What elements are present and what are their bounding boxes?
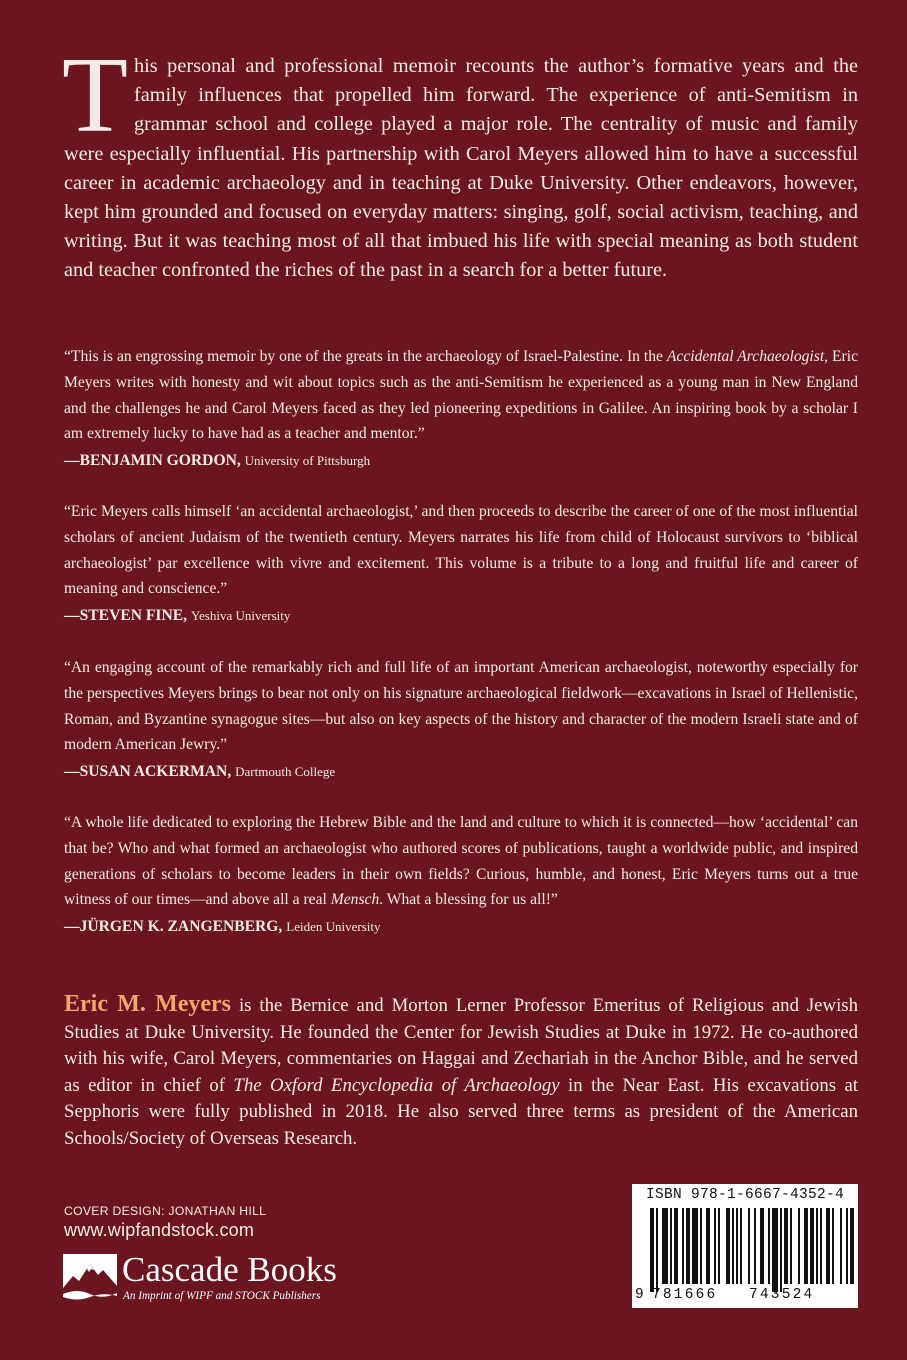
barcode-bar [740,1208,742,1284]
barcode-first-digit: 9 [635,1287,644,1303]
endorser-name: —JÜRGEN K. ZANGENBERG, [64,918,283,936]
barcode-bar [748,1208,750,1284]
endorsement-4 [64,810,858,940]
barcode-bar [780,1208,782,1292]
endorsement-3 [64,655,858,785]
publisher-website[interactable]: www.wipfandstock.com [64,1220,255,1240]
author-name: Eric M. Meyers [64,991,232,1017]
endorsement-attribution [64,759,858,785]
endorsement-2 [64,499,858,629]
endorsement-text-part: , Eric Meyers writes with honesty and wit about topics such as the anti-Semitism he experienced as a young man in New England and the challenges he and Carol Meyers faced as they led pioneering expeditions in Galilee. An inspiring book by a scholar I am extremely lucky to have had as a teacher and mentor.” [64,348,858,443]
barcode-bar [682,1208,684,1284]
endorsement-text: “Eric Meyers calls himself ‘an accidental archaeologist,’ and then proceeds to describe the career of one of the most influential scholars of ancient Judaism of the twentieth century. Meyers narrates his life from child of Holocaust survivors to ‘biblical archaeologist’ par excellence with vivre and excitement. This volume is a tribute to a long and fruitful life and career of meaning and conscience.” [64,503,858,598]
endorsement-attribution [64,448,858,474]
barcode-bar [700,1208,702,1284]
barcode-bar [820,1208,822,1284]
author-bio [64,991,858,1153]
endorsement-italic: Mensch [330,891,380,909]
barcode-bar [784,1208,788,1284]
barcode-bar [674,1208,678,1284]
cover-design-credit: COVER DESIGN: JONATHAN HILL [64,1204,267,1218]
drop-cap: T [62,36,128,155]
publisher-logo [63,1250,393,1310]
barcode-bar [810,1208,814,1284]
description-text: his personal and professional memoir recounts the author’s formative years and the family influences that propelled him forward. The experience of anti-Semitism in grammar school and college played a major role. The centrality of music and family were especially influential. His partnership with Carol Meyers allowed him to have a successful career in academic archaeology and in teaching at Duke University. Other endeavors, however, kept him grounded and focused on everyday matters: singing, golf, social activism, teaching, and writing. But it was teaching most of all that imbued his life with special meaning as both student and teacher confronted the riches of the past in a search for a better future. [64,55,858,282]
endorser-affiliation: University of Pittsburgh [244,453,371,469]
endorsement-italic: Accidental Archaeologist [666,348,825,365]
barcode-bar [736,1208,738,1284]
endorsement-text-part: “This is an engrossing memoir by one of the greats in the archaeology of Israel-Palestine. In the [64,348,667,365]
book-description [62,36,858,286]
endorser-name: —BENJAMIN GORDON, [64,452,241,470]
endorser-affiliation: Dartmouth College [235,764,336,780]
barcode-digit-group: 781666 [652,1287,718,1303]
barcode-bar [840,1208,842,1284]
barcode-bar [850,1208,854,1284]
endorsement-text [64,344,858,447]
isbn-barcode [632,1184,858,1308]
barcode-bar [714,1208,716,1284]
endorsement-text: “An engaging account of the remarkably rich and full life of an important American archaeologist, noteworthy especially for the perspectives Meyers brings to bear not only on his signature archaeological fieldwork—excavations in Israel of Hellenistic, Roman, and Byzantine synagogue sites—but also on key aspects of the history and character of the modern Israeli state and of modern American Jewry.” [64,659,858,754]
mountain-logo-icon [63,1254,117,1304]
endorsement-text [64,810,858,913]
endorsement-1 [64,344,858,474]
endorsement-text-part: “A whole life dedicated to exploring the Hebrew Bible and the land and culture to which it is connected—how ‘accidental’ can that be? Who and what formed an archaeologist who authored scores of publications, taught a worldwide public, and inspired generations of scholars to become leaders in their own fields? Curious, humble, and honest, Eric Meyers turns out a true witness of our times—and above all a real [64,814,858,909]
bio-text: is the Bernice and Morton Lerner Professor Emeritus of Religious and Jewish Studies at Duke University. He founded the Center for Jewish Studies at Duke in 1972. He co-authored with his wife, Carol Meyers, commentaries on Haggai and Zechariah in the Anchor Bible, and he served as editor in chief of [64,995,858,1096]
barcode-bar [686,1208,690,1284]
endorsement-attribution [64,603,858,629]
barcode-bar [650,1208,654,1292]
publisher-name: Cascade Books [122,1250,337,1289]
endorsement-text-part: . What a blessing for us all!” [379,891,558,909]
barcode-bar [754,1208,756,1284]
endorsement-attribution [64,914,858,940]
barcode-bar [732,1208,734,1284]
bio-text: in the Near East. His excavations at Sepphoris were fully published in 2018. He also served three terms as president of the American Schools/Society of Overseas Research. [64,1074,859,1149]
endorser-name: —STEVEN FINE, [64,607,188,625]
barcode-bar [662,1208,668,1284]
isbn-label: ISBN 978-1-6667-4352-4 [645,1187,845,1203]
barcode-bar [798,1208,800,1284]
endorser-affiliation: Leiden University [286,919,381,935]
endorser-name: —SUSAN ACKERMAN, [64,763,232,781]
barcode-bar [718,1208,720,1284]
barcode-bars [636,1208,854,1292]
barcode-bar [826,1208,830,1284]
barcode-bar [670,1208,672,1284]
barcode-bar [772,1208,778,1292]
barcode-bar [656,1208,658,1292]
barcode-bar [768,1208,770,1284]
endorser-affiliation: Yeshiva University [190,608,291,624]
barcode-bar [706,1208,710,1284]
barcode-digit-group: 743524 [749,1287,815,1303]
barcode-bar [726,1208,730,1284]
barcode-bar [760,1208,764,1284]
barcode-bar [816,1208,818,1284]
barcode-bar [790,1208,792,1284]
barcode-bar [692,1208,698,1284]
barcode-bar [846,1208,848,1284]
barcode-bar [804,1208,808,1284]
bio-book-title: The Oxford Encyclopedia of Archaeology [233,1074,560,1096]
barcode-bar [832,1208,834,1284]
publisher-tagline: An Imprint of WIPF and STOCK Publishers [123,1290,321,1302]
